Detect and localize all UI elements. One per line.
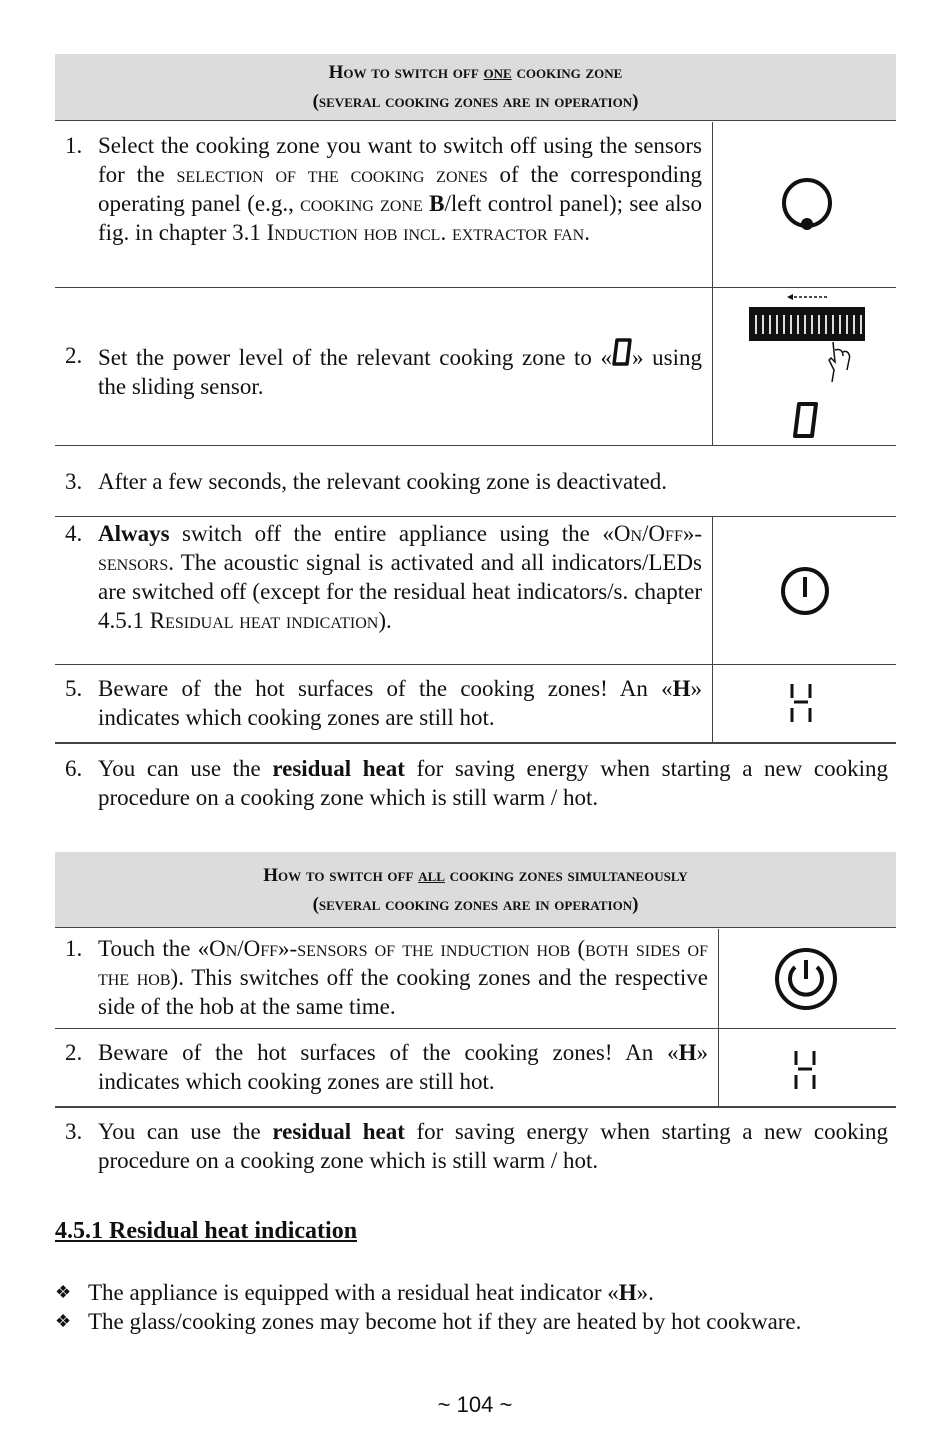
h-display-icon [792, 1049, 818, 1091]
step-text: Beware of the hot surfaces of the cooking zones! An «H» indicates which cooking zones are still hot. [98, 676, 702, 730]
all-step-row-1 [55, 929, 896, 1029]
step-row-6 [55, 744, 896, 819]
bullet-marker-icon: ❖ [55, 1311, 72, 1331]
section-header-all-zones: How to switch off all cooking zones simultaneously (several cooking zones are in operation) [55, 852, 896, 928]
step-text: You can use the residual heat for saving energy when starting a new cooking procedure on a cooking zone which is still warm / hot. [98, 1119, 888, 1173]
step-row-2 [55, 288, 896, 446]
slider-icon [749, 292, 869, 384]
step-text: Select the cooking zone you want to switch off using the sensors for the selection of the cooking zones of the corresponding operating panel (e.g., cooking zone B/left control panel); see also fig. in chapter 3.1 Induction hob incl. extractor fan. [98, 133, 703, 245]
step-text: Beware of the hot surfaces of the cooking zones! An «H» indicates which cooking zones are still hot. [98, 1040, 708, 1094]
step-number: 3. [65, 469, 83, 494]
step-row-5 [55, 664, 896, 744]
step-number: 2. [65, 343, 83, 368]
step-text: Always switch off the entire appliance using the «On/Off»-sensors. The acoustic signal is activated and all indicators/LEDs are switched off (except for the residual heat indicators/s. chapter 4.5.1 Residual heat indication). [98, 521, 702, 633]
section-header-one-zone: How to switch off one cooking zone (several cooking zones are in operation) [55, 54, 896, 121]
step-number: 1. [65, 133, 83, 158]
step-number: 3. [65, 1119, 83, 1144]
step-number: 1. [65, 936, 83, 961]
power-button-icon [774, 947, 838, 1011]
h-display-icon [788, 682, 814, 724]
digit-display-icon [792, 401, 818, 439]
bullet-marker-icon: ❖ [55, 1282, 72, 1302]
step-text: Set the power level of the relevant cooking zone to « » using the sliding sensor. [98, 341, 702, 401]
zone-select-icon [780, 178, 834, 234]
power-icon [779, 565, 831, 617]
header-emphasis: all [418, 865, 445, 886]
section-heading-residual-heat: 4.5.1 Residual heat indication [55, 1218, 358, 1244]
step-number: 2. [65, 1040, 83, 1065]
bullet-item: ❖ The appliance is equipped with a residual heat indicator «H». [55, 1280, 654, 1305]
step-text: You can use the residual heat for saving energy when starting a new cooking procedure on a cooking zone which is still warm / hot. [98, 756, 888, 810]
step-row-1 [55, 122, 896, 288]
step-number: 4. [65, 521, 83, 546]
step-row-3 [55, 446, 896, 516]
step-number: 5. [65, 676, 83, 701]
header-emphasis: one [483, 62, 512, 83]
step-text: After a few seconds, the relevant cooking zone is deactivated. [98, 469, 668, 494]
bullet-item: ❖ The glass/cooking zones may become hot if they are heated by hot cookware. [55, 1309, 802, 1334]
step-text: Touch the «On/Off»-sensors of the induction hob (both sides of the hob). This switches off the cooking zones and the respective side of the hob at the same time. [98, 936, 709, 1019]
page-number: ~ 104 ~ [437, 1392, 513, 1417]
step-number: 6. [65, 756, 83, 781]
all-step-row-2 [55, 1029, 896, 1108]
step-row-4 [55, 516, 896, 665]
seven-segment-zero-icon [612, 338, 632, 366]
all-step-row-3 [55, 1108, 896, 1183]
